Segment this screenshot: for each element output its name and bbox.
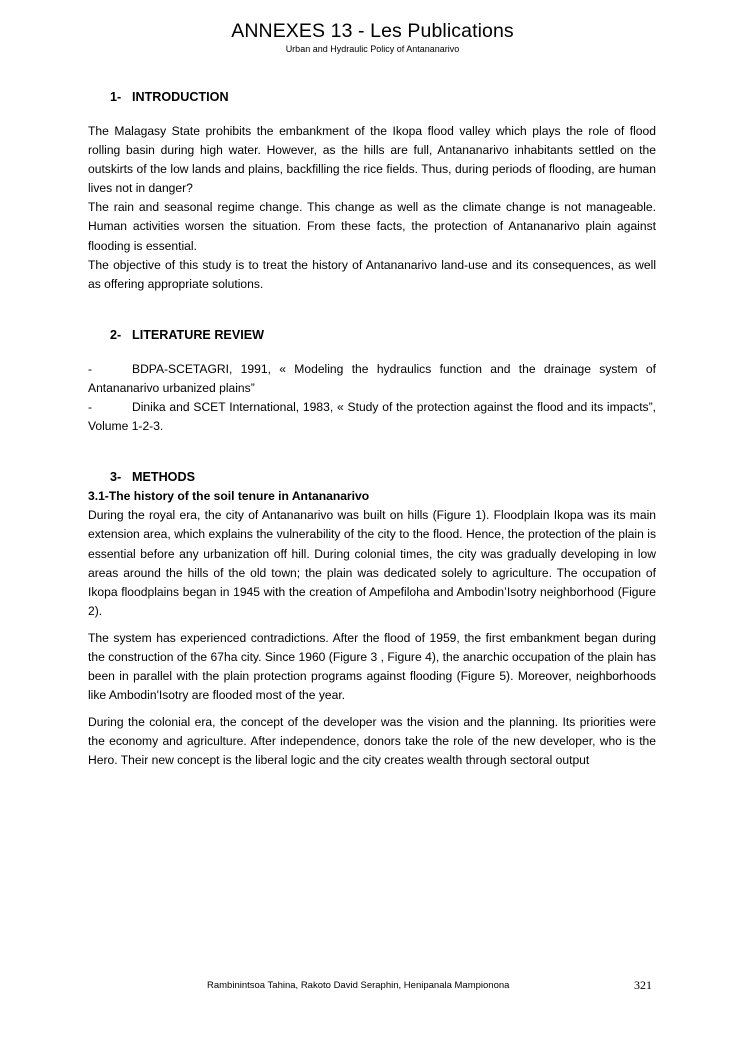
intro-paragraph-2: The rain and seasonal regime change. This change as well as the climate change is not manageable. Human activities worsen the situation. From these facts, the protection of Antananarivo plain against flooding is essential. [88,200,656,253]
intro-paragraph-1: The Malagasy State prohibits the embankment of the Ikopa flood valley which plays the role of flood rolling basin during high water. However, as the hills are full, Antananarivo inhabitants settled on the outskirts of the low lands and plains, backfilling the rice fields. Thus, during periods of flooding, are human lives not in danger? [88,124,656,196]
reference-text: Dinika and SCET International, 1983, « Study of the protection against the flood and its impacts”, Volume 1-2-3. [88,400,656,434]
section-title: INTRODUCTION [132,90,229,104]
methods-paragraph-2: The system has experienced contradictions. After the flood of 1959, the first embankment began during the construction of the 67ha city. Since 1960 (Figure 3 , Figure 4), the anarchic occupation of the plain has been in parallel with the plain protection programs against flooding (Figure 5). Moreover, neighborhoods like Ambodin'Isotry are flooded most of the year. [88,630,656,703]
section-title: LITERATURE REVIEW [132,327,265,342]
section-heading-methods [88,468,656,487]
section-number: 2- [110,327,122,342]
document-title: ANNEXES 13 - Les Publications [231,20,514,42]
document-subtitle: Urban and Hydraulic Policy of Antananarivo [285,44,460,54]
section-number: 3- [110,470,122,485]
methods-paragraph-1: During the royal era, the city of Antananarivo was built on hills (Figure 1). Floodplain Ikopa was its main extension area, which explains the vulnerability of the city to the flood. Hence, the protection of the plain is essential before any urbanization off hill. During colonial times, the city was gradually developing in low areas around the hills of the old town; the plain was dedicated solely to agriculture. The occupation of Ikopa floodplains began in 1945 with the creation of Ampefiloha and Ambodin’Isotry neighborhood (Figure 2). [88,508,656,618]
reference-dash: - [88,400,93,415]
methods-subheading: 3.1-The history of the soil tenure in Antananarivo [88,489,370,504]
section-heading-literature [88,326,656,345]
intro-paragraph-3: The objective of this study is to treat the history of Antananarivo land-use and its consequences, as well as offering appropriate solutions. [88,257,656,291]
methods-paragraph-3: During the colonial era, the concept of the developer was the vision and the planning. Its priorities were the economy and agriculture. After independence, donors take the role of the new developer, who is the Hero. Their new concept is the liberal logic and the city creates wealth through sectoral output [88,715,656,768]
section-heading-introduction [88,88,656,107]
section-number: 1- [110,90,122,104]
reference-text: BDPA-SCETAGRI, 1991, « Modeling the hydraulics function and the drainage system of Antananarivo urbanized plains” [88,361,656,395]
reference-dash: - [88,361,93,376]
reference-item-2 [88,398,656,436]
footer-authors: Rambinintsoa Tahina, Rakoto David Seraphin, Henipanala Mampionona [207,980,510,991]
reference-item-1 [88,360,656,398]
page-body [88,88,656,771]
page-number: 321 [634,978,652,992]
section-title: METHODS [132,470,195,485]
